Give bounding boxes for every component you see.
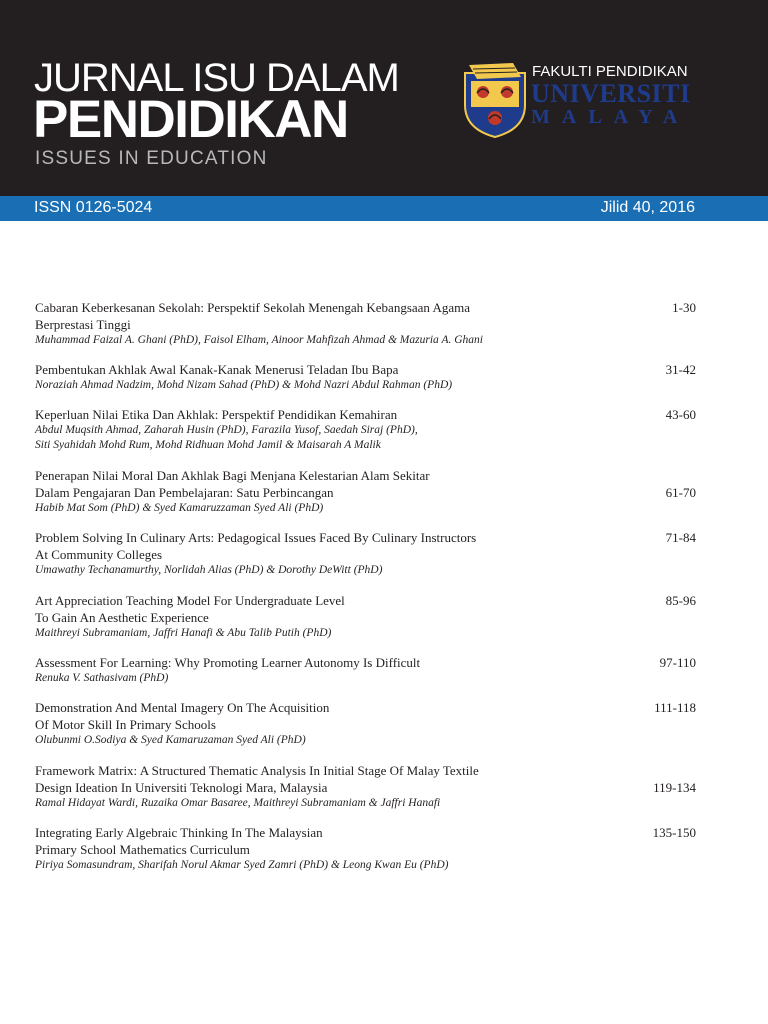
article-title: Berprestasi Tinggi [35,317,131,332]
article-authors: Maithreyi Subramaniam, Jaffri Hanafi & Abu Talib Putih (PhD) [35,627,332,639]
article-pages: 97-110 [659,655,696,670]
article-title: Penerapan Nilai Moral Dan Akhlak Bagi Menjana Kelestarian Alam Sekitar [35,468,430,483]
article-title: Demonstration And Mental Imagery On The Acquisition [35,700,330,715]
toc-entry[interactable] [35,406,696,453]
article-authors: Ramal Hidayat Wardi, Ruzaika Omar Basaree, Maithreyi Subramaniam & Jaffri Hanafi [35,797,441,809]
article-authors: Umawathy Techanamurthy, Norlidah Alias (PhD) & Dorothy DeWitt (PhD) [35,564,383,576]
journal-header [0,0,768,196]
issn-number: ISSN 0126-5024 [34,199,153,216]
university-subname: MALAYA [531,106,690,128]
faculty-name: FAKULTI PENDIDIKAN [532,63,688,80]
article-authors: Noraziah Ahmad Nadzim, Mohd Nizam Sahad (PhD) & Mohd Nazri Abdul Rahman (PhD) [35,379,453,391]
journal-title-english: ISSUES IN EDUCATION [35,148,268,169]
article-authors: Olubunmi O.Sodiya & Syed Kamaruzaman Syed Ali (PhD) [35,734,306,746]
article-title: Design Ideation In Universiti Teknologi Mara, Malaysia [35,780,328,795]
article-pages: 85-96 [665,593,696,608]
article-title: At Community Colleges [35,547,163,562]
article-pages: 61-70 [665,485,696,500]
article-title: Cabaran Keberkesanan Sekolah: Perspektif Sekolah Menengah Kebangsaan Agama [35,300,470,315]
article-authors: Renuka V. Sathasivam (PhD) [35,672,169,684]
article-title: Dalam Pengajaran Dan Pembelajaran: Satu Perbincangan [35,485,334,500]
toc-entry[interactable] [35,762,696,811]
article-authors: Abdul Muqsith Ahmad, Zaharah Husin (PhD), Farazila Yusof, Saedah Siraj (PhD), [35,424,418,436]
university-name: UNIVERSITI [531,79,691,108]
article-pages: 135-150 [652,825,696,840]
article-pages: 119-134 [653,780,696,795]
article-title: Problem Solving In Culinary Arts: Pedagogical Issues Faced By Culinary Instructors [35,530,477,545]
article-title: Of Motor Skill In Primary Schools [35,717,216,732]
toc-entry[interactable] [35,699,696,748]
article-title: Framework Matrix: A Structured Thematic Analysis In Initial Stage Of Malay Textile [35,763,479,778]
toc-entry[interactable] [35,299,696,348]
article-pages: 43-60 [665,407,696,422]
university-crest-icon [463,63,527,138]
article-title: Integrating Early Algebraic Thinking In The Malaysian [35,825,323,840]
article-title: To Gain An Aesthetic Experience [35,610,209,625]
article-pages: 71-84 [665,530,696,545]
article-pages: 1-30 [672,300,696,315]
article-title: Art Appreciation Teaching Model For Undergraduate Level [35,593,345,608]
toc-entry[interactable] [35,824,696,873]
journal-title-main: PENDIDIKAN [33,90,348,149]
article-authors: Piriya Somasundram, Sharifah Norul Akmar Syed Zamri (PhD) & Leong Kwan Eu (PhD) [35,859,449,871]
toc-entry[interactable] [35,592,696,641]
article-authors: Muhammad Faizal A. Ghani (PhD), Faisol Elham, Ainoor Mahfizah Ahmad & Mazuria A. Ghani [35,334,483,346]
toc-entry[interactable] [35,529,696,578]
article-title: Primary School Mathematics Curriculum [35,842,250,857]
article-authors: Habib Mat Som (PhD) & Syed Kamaruzzaman Syed Ali (PhD) [35,502,324,514]
toc-entry[interactable] [35,467,696,516]
toc-entry[interactable] [35,361,696,393]
journal-title-malay: JURNAL ISU DALAM [34,56,399,100]
article-title: Pembentukan Akhlak Awal Kanak-Kanak Menerusi Teladan Ibu Bapa [35,362,399,377]
article-pages: 111-118 [654,700,696,715]
volume-year: Jilid 40, 2016 [600,199,695,216]
article-pages: 31-42 [665,362,696,377]
article-authors: Siti Syahidah Mohd Rum, Mohd Ridhuan Mohd Jamil & Maisarah A Malik [35,439,381,451]
article-title: Keperluan Nilai Etika Dan Akhlak: Perspektif Pendidikan Kemahiran [35,407,398,422]
article-title: Assessment For Learning: Why Promoting Learner Autonomy Is Difficult [35,655,421,670]
toc-entry[interactable] [35,654,696,686]
